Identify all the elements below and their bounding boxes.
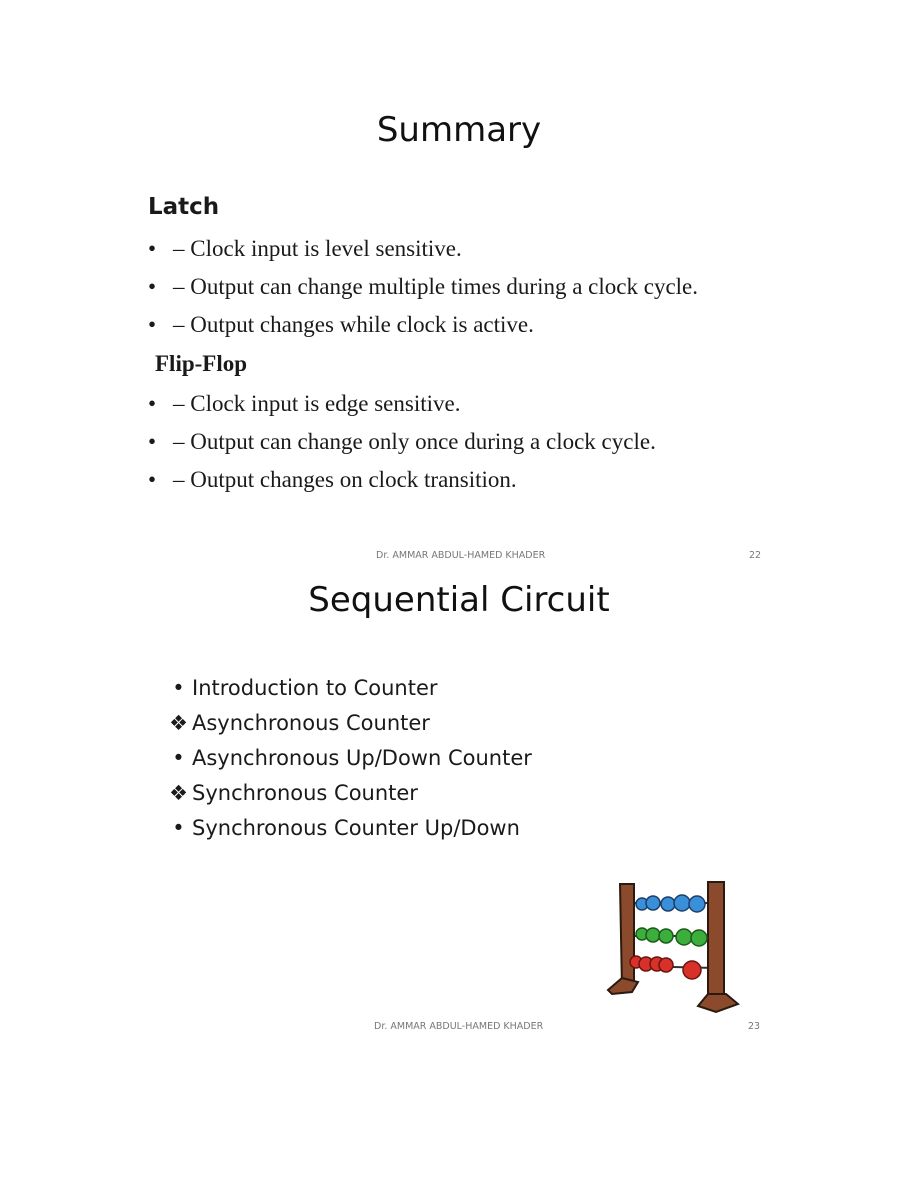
list-item [148, 268, 698, 306]
bullet-icon: • [172, 746, 185, 770]
bullet-icon: • [148, 467, 157, 492]
footer-author: Dr. AMMAR ABDUL-HAMED KHADER [376, 550, 546, 561]
list-item [165, 776, 532, 811]
flipflop-heading: Flip-Flop [155, 351, 248, 376]
list-item-text: – Clock input is level sensitive. [173, 236, 462, 261]
list-item-text: – Output changes while clock is active. [173, 312, 534, 337]
list-item [165, 706, 532, 741]
latch-heading: Latch [148, 194, 220, 220]
list-item [148, 423, 656, 461]
bullet-icon: • [172, 816, 185, 840]
list-item-text: Asynchronous Counter [192, 711, 430, 735]
list-item [148, 306, 698, 344]
bullet-icon: • [148, 312, 157, 337]
page-title: Sequential Circuit [308, 580, 610, 620]
page-number: 23 [748, 1021, 761, 1032]
bullet-icon: • [148, 236, 157, 261]
list-item-text: Introduction to Counter [192, 676, 438, 700]
footer-author: Dr. AMMAR ABDUL-HAMED KHADER [374, 1021, 544, 1032]
bullet-icon: • [148, 391, 157, 416]
page-number: 22 [749, 550, 762, 561]
diamond-bullet-icon: ❖ [169, 781, 188, 805]
list-item-text: Asynchronous Up/Down Counter [192, 746, 532, 770]
list-item-text: – Output can change multiple times during a clock cycle. [173, 274, 699, 299]
bullet-icon: • [148, 274, 157, 299]
list-item [165, 811, 532, 846]
list-item [148, 230, 698, 268]
flipflop-list [148, 385, 656, 499]
bullet-icon: • [172, 676, 185, 700]
list-item-text: Synchronous Counter Up/Down [192, 816, 520, 840]
list-item-text: Synchronous Counter [192, 781, 418, 805]
list-item [148, 461, 656, 499]
diamond-bullet-icon: ❖ [169, 711, 188, 735]
bullet-icon: • [148, 429, 157, 454]
list-item-text: – Output can change only once during a clock cycle. [173, 429, 656, 454]
list-item [165, 671, 532, 706]
list-item [148, 385, 656, 423]
topic-list [165, 671, 532, 846]
list-item-text: – Output changes on clock transition. [173, 467, 517, 492]
latch-list [148, 230, 698, 344]
list-item [165, 741, 532, 776]
list-item-text: – Clock input is edge sensitive. [173, 391, 461, 416]
page-title: Summary [376, 110, 542, 150]
abacus-icon [604, 878, 744, 1018]
